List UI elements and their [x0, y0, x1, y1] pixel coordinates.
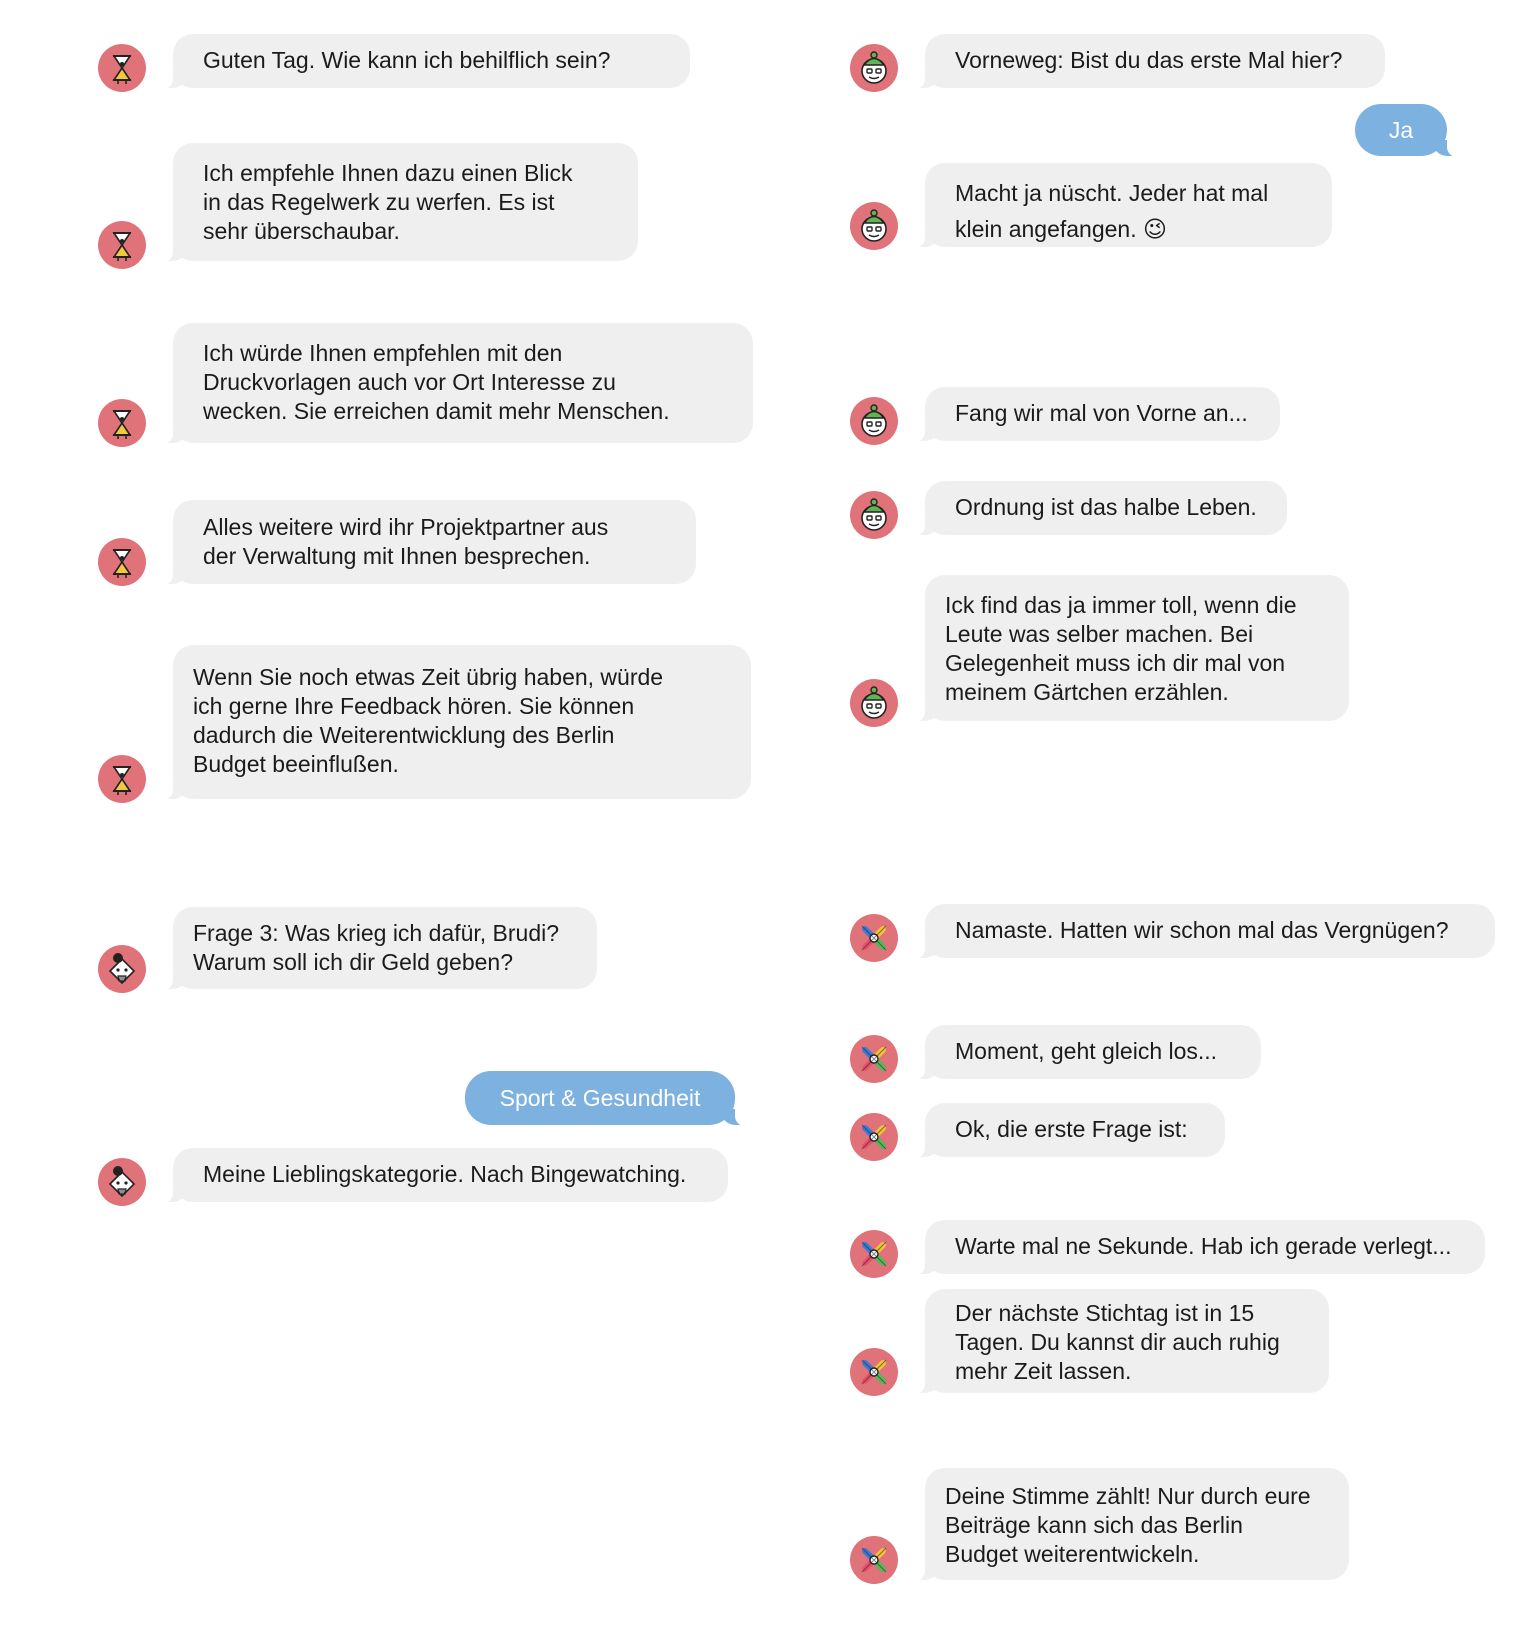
rainbow-cross-icon [850, 1536, 898, 1584]
bot-avatar-hippie [850, 914, 898, 962]
bot-avatar-hippie [850, 1113, 898, 1161]
hourglass-figure-icon [98, 538, 146, 586]
bot-avatar-youth [98, 1158, 146, 1206]
user-reply-button[interactable]: Ja [1355, 104, 1447, 156]
user-reply-button[interactable]: Sport & Gesundheit [465, 1071, 735, 1125]
green-hat-face-icon [850, 397, 898, 445]
bot-message: Ordnung ist das halbe Leben. [925, 481, 1287, 535]
bot-message: Ich würde Ihnen empfehlen mit den Druckvorlagen auch vor Ort Interesse zu wecken. Sie erreichen damit mehr Menschen. [173, 323, 753, 443]
green-hat-face-icon [850, 679, 898, 727]
bot-avatar-gardener [850, 491, 898, 539]
bot-avatar-official [98, 538, 146, 586]
bot-avatar-official [98, 399, 146, 447]
bot-message: Ick find das ja immer toll, wenn die Leute was selber machen. Bei Gelegenheit muss ich dir mal von meinem Gärtchen erzählen. [925, 575, 1349, 721]
hourglass-figure-icon [98, 44, 146, 92]
bot-message: Deine Stimme zählt! Nur durch eure Beiträge kann sich das Berlin Budget weiterentwickeln. [925, 1468, 1349, 1580]
rainbow-cross-icon [850, 1035, 898, 1083]
bot-avatar-hippie [850, 1348, 898, 1396]
bot-avatar-gardener [850, 202, 898, 250]
bot-message: Frage 3: Was krieg ich dafür, Brudi? Warum soll ich dir Geld geben? [173, 907, 597, 989]
hourglass-figure-icon [98, 399, 146, 447]
bot-avatar-hippie [850, 1536, 898, 1584]
bot-message: Namaste. Hatten wir schon mal das Vergnügen? [925, 904, 1495, 958]
bot-avatar-youth [98, 945, 146, 993]
bot-message: Meine Lieblingskategorie. Nach Bingewatching. [173, 1148, 728, 1202]
bot-avatar-gardener [850, 679, 898, 727]
bot-message: Macht ja nüscht. Jeder hat mal klein angefangen. 😉 [925, 163, 1332, 247]
bot-message: Ok, die erste Frage ist: [925, 1103, 1225, 1157]
bot-avatar-gardener [850, 397, 898, 445]
bot-message: Guten Tag. Wie kann ich behilflich sein? [173, 34, 690, 88]
rainbow-cross-icon [850, 1113, 898, 1161]
bot-message: Alles weitere wird ihr Projektpartner aus der Verwaltung mit Ihnen besprechen. [173, 500, 696, 584]
bun-hair-face-icon [98, 1158, 146, 1206]
bot-message: Wenn Sie noch etwas Zeit übrig haben, würde ich gerne Ihre Feedback hören. Sie können dadurch die Weiterentwicklung des Berlin Budget beeinflußen. [173, 645, 751, 799]
green-hat-face-icon [850, 491, 898, 539]
bot-avatar-hippie [850, 1035, 898, 1083]
green-hat-face-icon [850, 44, 898, 92]
bot-message: Vorneweg: Bist du das erste Mal hier? [925, 34, 1385, 88]
rainbow-cross-icon [850, 914, 898, 962]
bot-message: Warte mal ne Sekunde. Hab ich gerade verlegt... [925, 1220, 1485, 1274]
bun-hair-face-icon [98, 945, 146, 993]
bot-message: Ich empfehle Ihnen dazu einen Blick in das Regelwerk zu werfen. Es ist sehr überschaubar. [173, 143, 638, 261]
hourglass-figure-icon [98, 755, 146, 803]
bot-message: Moment, geht gleich los... [925, 1025, 1261, 1079]
hourglass-figure-icon [98, 221, 146, 269]
bot-message: Fang wir mal von Vorne an... [925, 387, 1280, 441]
green-hat-face-icon [850, 202, 898, 250]
bot-message: Der nächste Stichtag ist in 15 Tagen. Du kannst dir auch ruhig mehr Zeit lassen. [925, 1289, 1329, 1393]
rainbow-cross-icon [850, 1348, 898, 1396]
rainbow-cross-icon [850, 1230, 898, 1278]
bot-avatar-official [98, 44, 146, 92]
bot-avatar-official [98, 221, 146, 269]
bot-avatar-gardener [850, 44, 898, 92]
bot-avatar-hippie [850, 1230, 898, 1278]
bot-avatar-official [98, 755, 146, 803]
